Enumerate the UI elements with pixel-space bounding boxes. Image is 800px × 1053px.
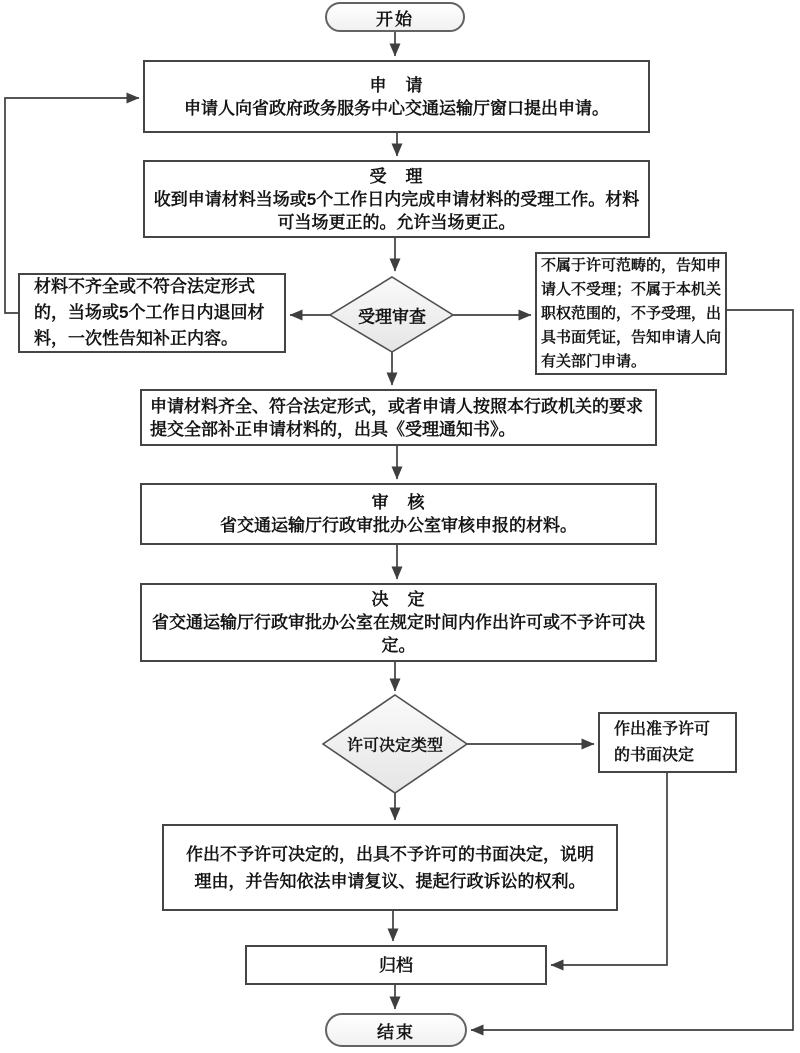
archive-box: [245, 945, 547, 985]
end-label: 结束: [377, 1022, 415, 1042]
audit-step-text: 省交通运输厅行政审批办公室审核申报的材料。: [220, 516, 577, 535]
denial-decision-text: 作出不予许可决定的，出具不予许可的书面决定，说明理由，并告知依法申请复议、提起行政诉讼的权利。: [186, 844, 594, 891]
decision-step-title: 决 定: [371, 590, 426, 609]
incomplete-materials-text: 材料不齐全或不符合法定形式的，当场或5个工作日内退回材料，一次性告知补正内容。: [34, 277, 265, 348]
not-in-scope-text: 不属于许可范畴的，告知申请人不受理；不属于本机关职权范围的，不予受理，出具书面凭证，告知申请人向有关部门申请。: [541, 256, 722, 370]
accept-step-title: 受 理: [369, 166, 424, 186]
acceptance-review-label: 受理审查: [358, 307, 426, 327]
audit-step-title: 审 核: [371, 493, 426, 512]
decision-step-box: [140, 583, 657, 662]
start-label: 开始: [376, 9, 414, 29]
approval-decision-box: [598, 712, 737, 773]
acceptance-notice-text: 申请材料齐全、符合法定形式，或者申请人按照本行政机关的要求提交全部补正申请材料的，出具《受理通知书》。: [150, 396, 643, 439]
accept-step-text: 收到申请材料当场或5个工作日内完成申请材料的受理工作。材料可当场更正的。允许当场更正。: [153, 189, 640, 232]
denial-decision-box: [162, 824, 618, 911]
acceptance-notice-box: [140, 389, 657, 446]
incomplete-materials-box: [18, 273, 286, 353]
apply-step-title: 申 请: [369, 75, 424, 95]
accept-step-box: [143, 160, 650, 238]
start-terminator: [325, 2, 465, 32]
approval-decision-text: 作出准予许可的书面决定: [614, 720, 711, 764]
decision-type-label: 许可决定类型: [346, 737, 444, 755]
archive-label: 归档: [379, 955, 413, 975]
end-terminator: [325, 1013, 467, 1047]
apply-step-box: [143, 60, 650, 133]
apply-step-text: 申请人向省政府政务服务中心交通运输厅窗口提出申请。: [184, 98, 609, 118]
decision-step-text: 省交通运输厅行政审批办公室在规定时间内作出许可或不予许可决定。: [152, 613, 645, 655]
not-in-scope-box: [535, 252, 727, 375]
audit-step-box: [140, 483, 657, 545]
